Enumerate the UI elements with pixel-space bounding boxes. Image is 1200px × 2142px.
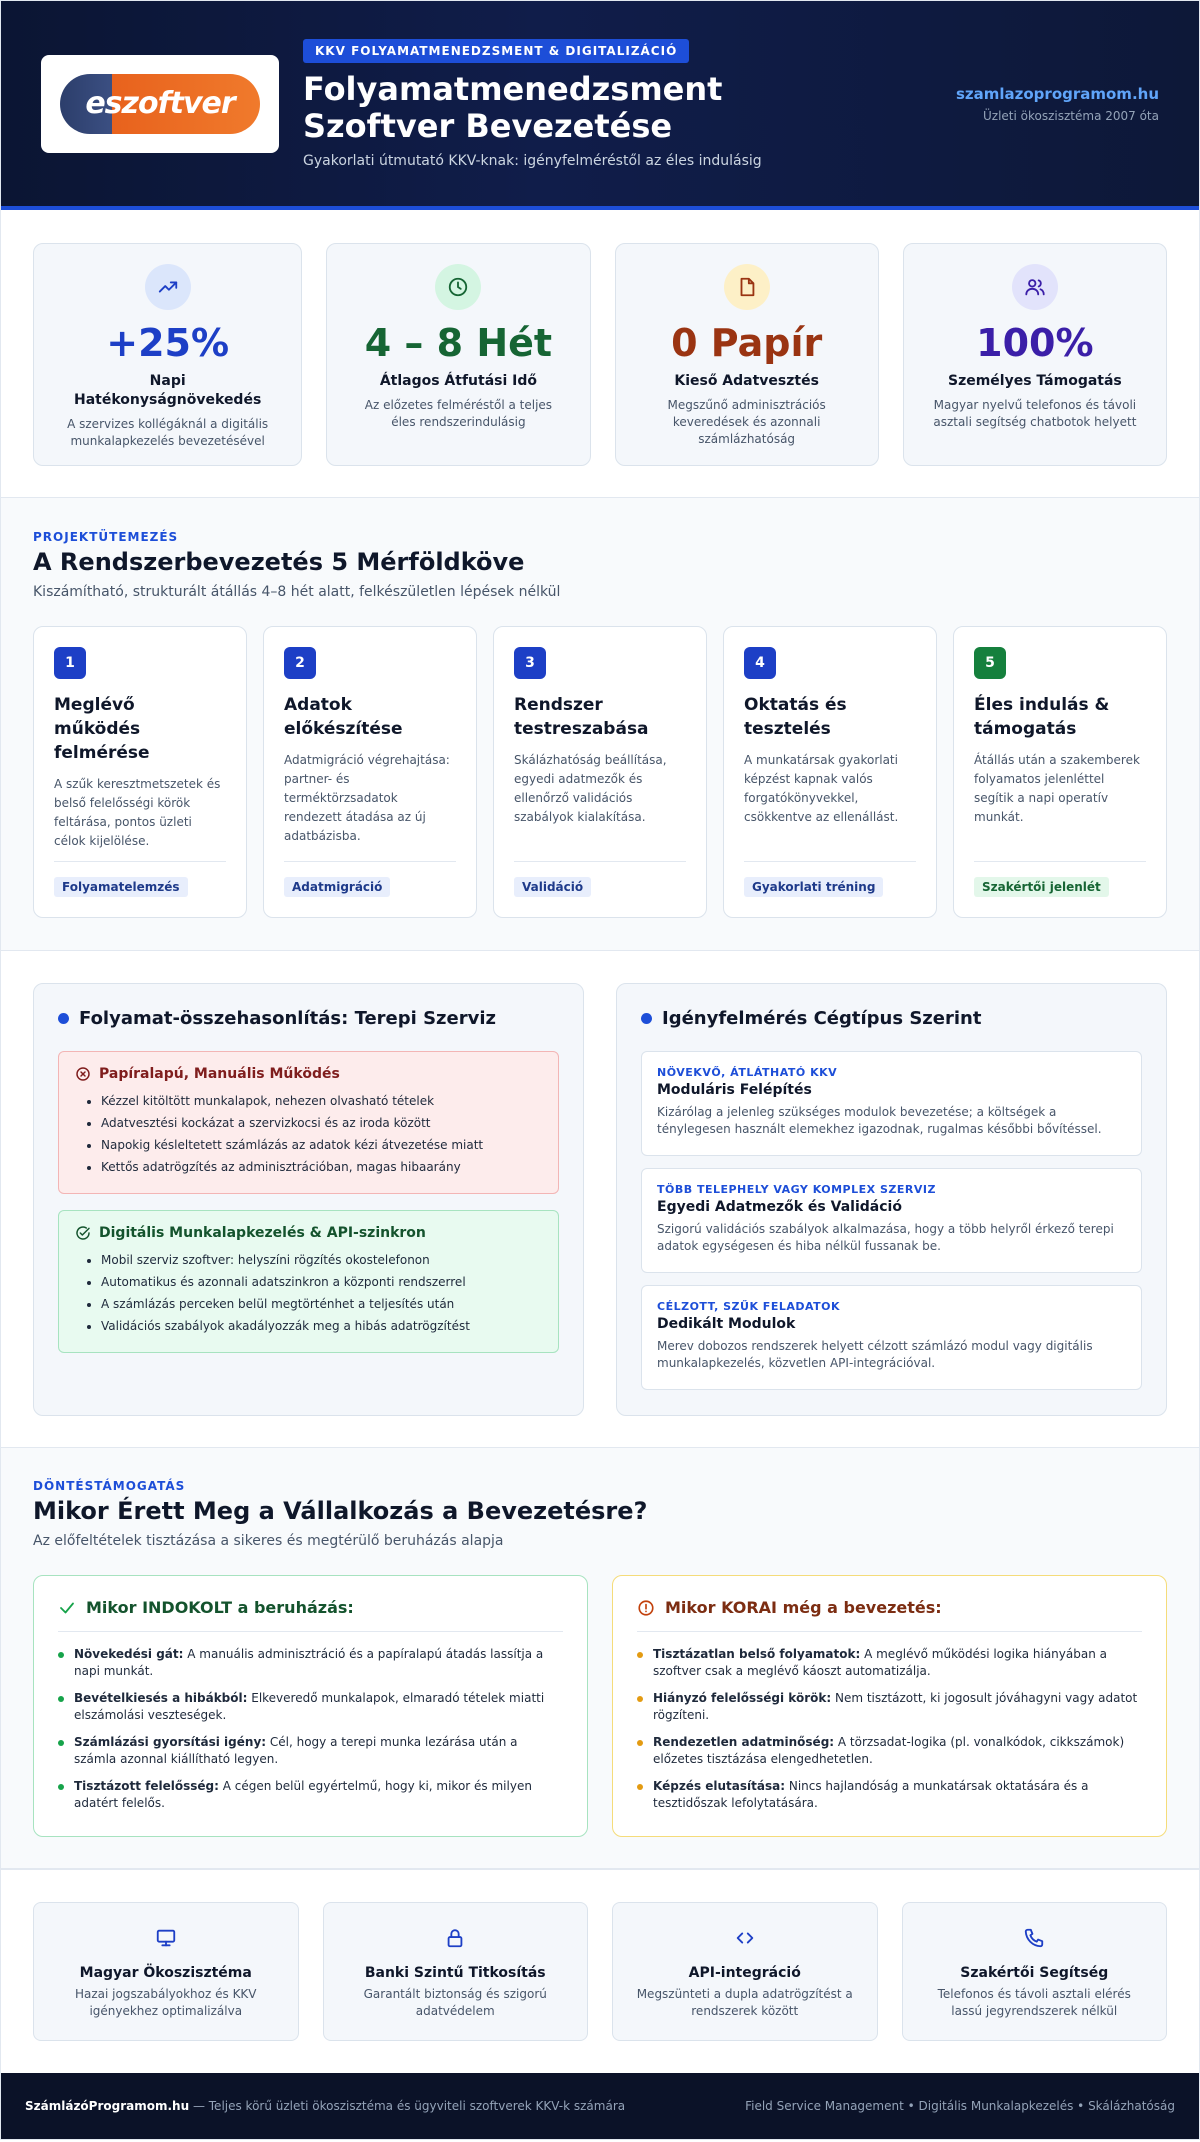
digital-process-box	[58, 1210, 559, 1353]
milestone-desc: Skálázhatóság beállítása, egyedi adatmezők és ellenőrző validációs szabályok kialakítása.	[514, 753, 667, 824]
item-label: Képzés elutasítása:	[653, 1779, 786, 1793]
stat-value: 0 Papír	[671, 321, 823, 365]
list-item	[58, 1734, 563, 1768]
milestone-footer	[744, 861, 916, 897]
trending-up-icon	[145, 264, 191, 310]
list-item: • Kettős adatrögzítés az adminisztrációban, magas hibaarány	[101, 1156, 542, 1178]
list-item	[637, 1734, 1142, 1768]
list-item	[58, 1778, 563, 1812]
segment-desc: Merev dobozos rendszerek helyett célzott számlázó modul vagy digitális munkalapkezelés, közvetlen API-integrációval.	[657, 1339, 1093, 1370]
since-text: Üzleti ökoszisztéma 2007 óta	[983, 109, 1159, 123]
list-item	[637, 1646, 1142, 1680]
milestone-desc: Átállás után a szakemberek folyamatos jelenléttel segítik a napi operatív munkát.	[974, 753, 1140, 824]
milestone-tag: Gyakorlati tréning	[744, 877, 883, 897]
milestone-footer	[514, 861, 686, 897]
early-list	[637, 1646, 1142, 1812]
lock-icon	[324, 1927, 588, 1951]
site-link[interactable]: szamlazoprogramom.hu	[955, 85, 1159, 103]
feature-card	[323, 1902, 589, 2041]
feature-card	[33, 1902, 299, 2041]
early-card	[612, 1575, 1167, 1837]
list-item: • Automatikus és azonnali adatszinkron a központi rendszerrel	[101, 1271, 542, 1293]
list-item: • Validációs szabályok akadályozzák meg a hibás adatrögzítést	[101, 1315, 542, 1337]
footer-keywords: Field Service Management • Digitális Munkalapkezelés • Skálázhatóság	[745, 2099, 1175, 2113]
stat-value: +25%	[106, 321, 230, 365]
milestone-number: 2	[284, 647, 316, 679]
paper-process-list	[75, 1090, 542, 1178]
item-text: A manuális adminisztráció és a papíralapú átadás lassítja a napi munkát.	[74, 1647, 544, 1678]
header	[1, 1, 1199, 210]
stat-desc: Magyar nyelvű telefonos és távoli asztali segítség chatbotok helyett	[933, 398, 1137, 429]
early-title	[637, 1598, 1142, 1632]
justified-card	[33, 1575, 588, 1837]
header-badge: KKV FOLYAMATMENEDZSMENT & DIGITALIZÁCIÓ	[303, 39, 689, 63]
section-title: A Rendszerbevezetés 5 Mérföldköve	[33, 548, 525, 576]
justified-title-text: Mikor INDOKOLT a beruházás:	[86, 1598, 354, 1617]
paper-process-title-text: Papíralapú, Manuális Működés	[99, 1066, 340, 1082]
check-circle-icon	[75, 1225, 91, 1241]
item-text: Nem tisztázott, ki jogosult jóváhagyni vagy adatot rögzíteni.	[653, 1691, 1138, 1722]
feature-desc: Garantált biztonság és szigorú adatvédelem	[363, 1987, 547, 2018]
milestone-number: 3	[514, 647, 546, 679]
justified-title	[58, 1598, 563, 1632]
panel-title-text: Igényfelmérés Cégtípus Szerint	[662, 1008, 982, 1029]
list-item: • Adatvesztési kockázat a szervizkocsi és az iroda között	[101, 1112, 542, 1134]
paper-process-box	[58, 1051, 559, 1194]
segment-eyebrow: NÖVEKVŐ, ÁTLÁTHATÓ KKV	[657, 1066, 838, 1079]
milestone-tag: Adatmigráció	[284, 877, 390, 897]
list-item: • Mobil szerviz szoftver: helyszíni rögzítés okostelefonon	[101, 1249, 542, 1271]
milestone-tag: Validáció	[514, 877, 591, 897]
feature-desc: Hazai jogszabályokhoz és KKV igényekhez optimalizálva	[74, 1987, 257, 2018]
justified-list	[58, 1646, 563, 1812]
footer	[1, 2073, 1199, 2139]
digital-process-title	[75, 1225, 542, 1241]
segment-eyebrow: CÉLZOTT, SZŰK FELADATOK	[657, 1300, 841, 1313]
stat-label: Átlagos Átfutási Idő	[379, 373, 538, 389]
stat-card	[326, 243, 590, 466]
stat-desc: Az előzetes felméréstől a teljes éles rendszerindulásig	[364, 398, 553, 429]
logo[interactable]	[41, 55, 279, 153]
milestone-footer	[974, 861, 1146, 897]
footer-left	[25, 2099, 625, 2113]
stat-desc: Megszűnő adminisztrációs keveredések és azonnali számlázhatóság	[667, 398, 826, 446]
item-label: Tisztázatlan belső folyamatok:	[653, 1647, 861, 1661]
document-icon	[724, 264, 770, 310]
stat-label: Kieső Adatvesztés	[674, 373, 819, 389]
list-item: • Kézzel kitöltött munkalapok, nehezen olvasható tételek	[101, 1090, 542, 1112]
page-subtitle: Gyakorlati útmutató KKV-knak: igényfelméréstől az éles indulásig	[303, 152, 762, 169]
stat-desc: A szervizes kollégáknál a digitális munkalapkezelés bevezetésével	[67, 417, 269, 448]
feature-desc: Megszünteti a dupla adatrögzítést a rendszerek között	[636, 1987, 853, 2018]
logo-text: eszoftver	[85, 86, 235, 121]
segment-card	[641, 1285, 1142, 1390]
milestone-title: Rendszer testreszabása	[514, 695, 649, 739]
alert-circle-icon	[637, 1599, 655, 1617]
panel-title	[58, 1008, 559, 1029]
section-eyebrow: PROJEKTÜTEMEZÉS	[33, 530, 179, 544]
panel-title-text: Folyamat-összehasonlítás: Terepi Szerviz	[79, 1008, 496, 1029]
feature-title: Magyar Ökoszisztéma	[79, 1965, 252, 1981]
milestone-desc: Adatmigráció végrehajtása: partner- és terméktörzsadatok rendezett átadása az új adatbázisba.	[284, 753, 450, 843]
digital-process-list	[75, 1249, 542, 1337]
milestone-footer	[284, 861, 456, 897]
list-item	[637, 1690, 1142, 1724]
logo-pill	[60, 74, 260, 134]
segment-card	[641, 1168, 1142, 1273]
item-text: Cél, hogy a terepi munka lezárása után a számla azonnal kiállítható legyen.	[74, 1735, 518, 1766]
feature-title: Szakértői Segítség	[960, 1965, 1109, 1981]
stat-card	[33, 243, 302, 466]
milestones-section	[1, 498, 1199, 951]
section-eyebrow: DÖNTÉSTÁMOGATÁS	[33, 1479, 186, 1493]
milestone-card	[33, 626, 247, 918]
list-item	[58, 1646, 563, 1680]
section-title: Mikor Érett Meg a Vállalkozás a Bevezetésre?	[33, 1497, 648, 1525]
milestone-title: Oktatás és tesztelés	[744, 695, 847, 739]
footer-brand[interactable]: SzámlázóProgramom.hu	[25, 2099, 190, 2113]
item-label: Bevételkiesés a hibákból:	[74, 1691, 248, 1705]
list-item: • Napokig késleltetett számlázás az adatok kézi átvezetése miatt	[101, 1134, 542, 1156]
comparison-panel	[33, 983, 584, 1416]
item-label: Növekedési gát:	[74, 1647, 184, 1661]
milestone-number: 4	[744, 647, 776, 679]
item-label: Tisztázott felelősség:	[74, 1779, 219, 1793]
item-label: Számlázási gyorsítási igény:	[74, 1735, 267, 1749]
monitor-icon	[34, 1927, 298, 1951]
item-text: A meglévő működési logika hiányában a szoftver csak a meglévő káoszt automatizálja.	[653, 1647, 1107, 1678]
features-section	[1, 1869, 1199, 2073]
item-text: A törzsadat-logika (pl. vonalkódok, cikkszámok) előzetes tisztázása elengedhetetlen.	[653, 1735, 1125, 1766]
milestone-title: Meglévő működés felmérése	[54, 695, 150, 763]
segment-title: Egyedi Adatmezők és Validáció	[657, 1199, 902, 1215]
segment-title: Moduláris Felépítés	[657, 1082, 812, 1098]
bullet-dot	[58, 1013, 69, 1024]
stat-label: Napi Hatékonyságnövekedés	[74, 373, 262, 408]
milestone-card	[723, 626, 937, 918]
milestone-tag: Szakértői jelenlét	[974, 877, 1109, 897]
milestone-footer	[54, 861, 226, 897]
segment-desc: Kizárólag a jelenleg szükséges modulok bevezetése; a költségek a ténylegesen használt elemekhez igazodnak, rugalmas későbbi bővítéssel.	[657, 1105, 1102, 1136]
item-text: A cégen belül egyértelmű, hogy ki, mikor és milyen adatért felelős.	[74, 1779, 532, 1810]
segment-title: Dedikált Modulok	[657, 1316, 796, 1332]
stat-card	[615, 243, 879, 466]
list-item	[637, 1778, 1142, 1812]
check-icon	[58, 1599, 76, 1617]
header-right	[956, 85, 1159, 123]
segment-eyebrow: TÖBB TELEPHELY VAGY KOMPLEX SZERVIZ	[657, 1183, 936, 1196]
clock-icon	[435, 264, 481, 310]
x-circle-icon	[75, 1066, 91, 1082]
stat-card	[903, 243, 1167, 466]
feature-desc: Telefonos és távoli asztali elérés lassú jegyrendszerek nélkül	[937, 1987, 1131, 2018]
milestone-desc: A szűk keresztmetszetek és belső felelősségi körök feltárása, pontos üzleti célok kijelölése.	[54, 777, 221, 848]
milestone-desc: A munkatársak gyakorlati képzést kapnak valós forgatókönyvekkel, csökkentve az ellenállást.	[744, 753, 899, 824]
decision-section	[1, 1448, 1199, 1869]
page-title: Folyamatmenedzsment Szoftver Bevezetése	[303, 69, 723, 145]
item-label: Hiányzó felelősségi körök:	[653, 1691, 832, 1705]
footer-tagline: — Teljes körű üzleti ökoszisztéma és ügyviteli szoftverek KKV-k számára	[189, 2099, 626, 2113]
milestone-tag: Folyamatelemzés	[54, 877, 188, 897]
stat-label: Személyes Támogatás	[947, 373, 1122, 389]
segment-desc: Szigorú validációs szabályok alkalmazása, hogy a több helyről érkező terepi adatok egységesen és hiba nélkül fussanak be.	[657, 1222, 1114, 1253]
item-text: Elkeveredő munkalapok, elmaradó tételek miatti elszámolási veszteségek.	[74, 1691, 545, 1722]
digital-process-title-text: Digitális Munkalapkezelés & API-szinkron	[99, 1225, 426, 1241]
decision-row	[33, 1575, 1167, 1837]
segment-card	[641, 1051, 1142, 1156]
stat-value: 4 – 8 Hét	[364, 321, 553, 365]
feature-card	[612, 1902, 878, 2041]
segments-panel	[616, 983, 1167, 1416]
comparison-section	[1, 951, 1199, 1448]
early-title-text: Mikor KORAI még a bevezetés:	[665, 1598, 942, 1617]
users-icon	[1012, 264, 1058, 310]
milestone-title: Adatok előkészítése	[284, 695, 403, 739]
item-text: Nincs hajlandóság a munkatársak oktatására és a tesztidőszak lefolytatására.	[653, 1779, 1089, 1810]
milestone-number: 5	[974, 647, 1006, 679]
milestone-card	[493, 626, 707, 918]
list-item: • A számlázás perceken belül megtörténhet a teljesítés után	[101, 1293, 542, 1315]
paper-process-title	[75, 1066, 542, 1082]
panel-title	[641, 1008, 1142, 1029]
phone-icon	[903, 1927, 1167, 1951]
milestone-card	[953, 626, 1167, 918]
stat-value: 100%	[976, 321, 1094, 365]
milestone-title: Éles indulás & támogatás	[974, 695, 1110, 739]
feature-card	[902, 1902, 1168, 2041]
milestone-card	[263, 626, 477, 918]
stats-section	[1, 210, 1199, 498]
milestone-number: 1	[54, 647, 86, 679]
section-subtitle: Az előfeltételek tisztázása a sikeres és megtérülő beruházás alapja	[33, 1533, 504, 1549]
list-item	[58, 1690, 563, 1724]
milestone-list	[33, 626, 1167, 918]
bullet-dot	[641, 1013, 652, 1024]
section-subtitle: Kiszámítható, strukturált átállás 4–8 hét alatt, felkészületlen lépések nélkül	[33, 584, 561, 600]
item-label: Rendezetlen adatminőség:	[653, 1735, 835, 1749]
code-icon	[613, 1927, 877, 1951]
feature-title: Banki Szintű Titkosítás	[364, 1965, 546, 1981]
feature-title: API-integráció	[688, 1965, 801, 1981]
